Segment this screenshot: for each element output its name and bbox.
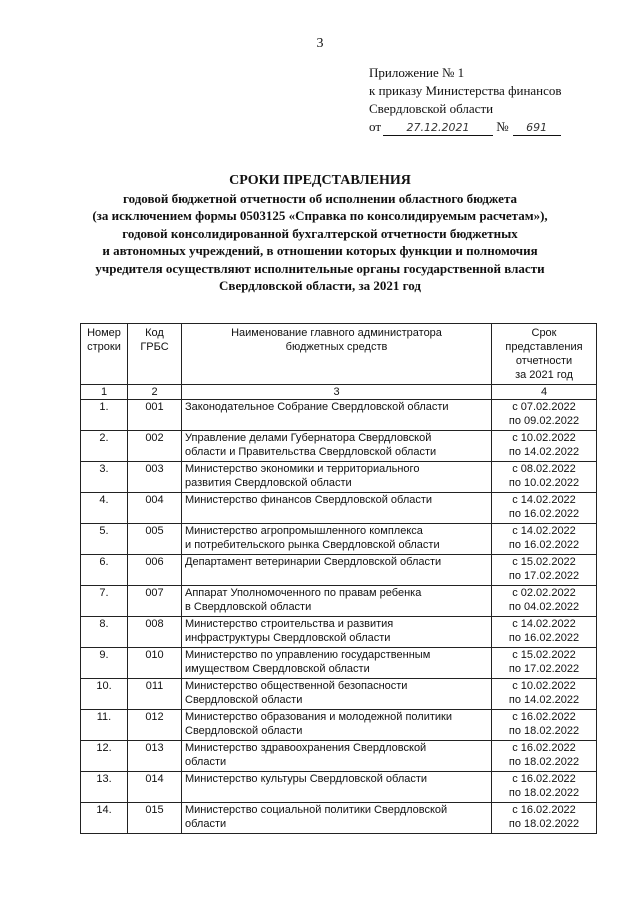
administrator-name-name2: в Свердловской области [185, 601, 312, 613]
grbs-code-code: 006 [145, 556, 164, 568]
submission-term [492, 400, 597, 431]
row-number [81, 741, 128, 772]
administrator-name [182, 586, 492, 617]
grbs-code [128, 400, 182, 431]
row-number [81, 462, 128, 493]
title-line-5: учредителя осуществляют исполнительные органы государственной власти [95, 260, 545, 276]
submission-term-to: по 09.02.2022 [508, 415, 580, 427]
administrator-name-name2: Свердловской области [185, 694, 303, 706]
table-row [81, 648, 597, 679]
header-code [128, 324, 182, 385]
submission-term [492, 741, 597, 772]
title-main: СРОКИ ПРЕДСТАВЛЕНИЯ [229, 173, 411, 188]
table-row [81, 772, 597, 803]
row-number-no: 11. [96, 711, 112, 723]
table-row [81, 803, 597, 834]
row-number-no: 10. [96, 680, 112, 692]
administrator-name-name1: Аппарат Уполномоченного по правам ребенка [185, 587, 422, 599]
row-number-no: 13. [96, 773, 112, 785]
header-row-number [81, 324, 128, 385]
administrator-name-name2: и потребительского рынка Свердловской области [185, 539, 440, 551]
submission-term-to: по 16.02.2022 [508, 539, 580, 551]
number-prefix: № [496, 119, 509, 134]
order-date: 27.12.2021 [383, 121, 493, 136]
grbs-code-code: 005 [145, 525, 164, 537]
row-number [81, 400, 128, 431]
appendix-block [369, 64, 562, 136]
row-number-no: 5. [99, 525, 109, 537]
submission-term-to: по 17.02.2022 [508, 663, 580, 675]
grbs-code [128, 803, 182, 834]
date-prefix: от [369, 119, 382, 134]
administrator-name [182, 710, 492, 741]
page-number: 3 [316, 36, 324, 51]
administrator-name [182, 400, 492, 431]
row-number-no: 3. [99, 463, 109, 475]
table-row [81, 710, 597, 741]
submission-term-to: по 16.02.2022 [508, 508, 580, 520]
submission-term [492, 493, 597, 524]
header-text: Срок [531, 327, 557, 339]
grbs-code-code: 003 [145, 463, 164, 475]
header-text: за 2021 год [515, 369, 573, 381]
grbs-code [128, 710, 182, 741]
submission-term-to: по 18.02.2022 [508, 787, 580, 799]
row-number-no: 4. [99, 494, 109, 506]
deadlines-table [80, 323, 597, 834]
submission-term-from: с 16.02.2022 [512, 773, 576, 785]
row-number [81, 679, 128, 710]
administrator-name-name1: Министерство общественной безопасности [185, 680, 408, 692]
administrator-name-name2: области и Правительства Свердловской области [185, 446, 437, 458]
administrator-name [182, 741, 492, 772]
column-number: 1 [81, 385, 128, 400]
title-line-1: годовой бюджетной отчетности об исполнении областного бюджета [122, 190, 517, 206]
row-number-no: 12. [96, 742, 112, 754]
submission-term [492, 710, 597, 741]
header-text: бюджетных средств [285, 341, 388, 353]
grbs-code-code: 010 [145, 649, 164, 661]
row-number-no: 1. [99, 401, 109, 413]
submission-term-to: по 04.02.2022 [508, 601, 580, 613]
submission-term-to: по 14.02.2022 [508, 446, 580, 458]
submission-term-from: с 16.02.2022 [512, 742, 576, 754]
submission-term [492, 648, 597, 679]
row-number [81, 772, 128, 803]
submission-term-to: по 18.02.2022 [508, 756, 580, 768]
row-number [81, 710, 128, 741]
submission-term [492, 555, 597, 586]
header-text: отчетности [515, 355, 573, 367]
grbs-code [128, 555, 182, 586]
grbs-code-code: 007 [145, 587, 164, 599]
administrator-name-name1: Министерство агропромышленного комплекса [185, 525, 423, 537]
grbs-code-code: 001 [145, 401, 164, 413]
table-row [81, 555, 597, 586]
administrator-name-name1: Министерство по управлению государственным [185, 649, 431, 661]
header-text: Номер [87, 327, 121, 339]
column-number: 4 [492, 385, 597, 400]
row-number-no: 7. [99, 587, 109, 599]
administrator-name-name1: Министерство культуры Свердловской области [185, 773, 428, 785]
row-number [81, 648, 128, 679]
header-text: ГРБС [140, 341, 169, 353]
submission-term [492, 524, 597, 555]
administrator-name [182, 772, 492, 803]
grbs-code-code: 011 [145, 680, 164, 692]
submission-term-from: с 10.02.2022 [512, 680, 576, 692]
grbs-code-code: 012 [145, 711, 164, 723]
table-header-row [81, 324, 597, 385]
grbs-code [128, 586, 182, 617]
row-number-no: 2. [99, 432, 109, 444]
grbs-code-code: 014 [145, 773, 164, 785]
table-row [81, 741, 597, 772]
submission-term-to: по 14.02.2022 [508, 694, 580, 706]
grbs-code-code: 013 [145, 742, 164, 754]
grbs-code-code: 008 [145, 618, 164, 630]
grbs-code-code: 004 [145, 494, 164, 506]
row-number-no: 6. [99, 556, 109, 568]
title-line-2: (за исключением формы 0503125 «Справка по консолидируемым расчетам»), [92, 208, 548, 223]
title-line-3: годовой консолидированной бухгалтерской отчетности бюджетных [122, 225, 518, 241]
administrator-name-name1: Министерство социальной политики Свердловской [185, 804, 448, 816]
appendix-line-2: к приказу Министерства финансов [369, 83, 562, 98]
row-number [81, 524, 128, 555]
administrator-name [182, 803, 492, 834]
table-row [81, 524, 597, 555]
submission-term-from: с 14.02.2022 [512, 525, 576, 537]
administrator-name [182, 431, 492, 462]
administrator-name-name1: Управление делами Губернатора Свердловской [185, 432, 432, 444]
appendix-line-3: Свердловской области [369, 101, 494, 116]
submission-term [492, 772, 597, 803]
grbs-code [128, 772, 182, 803]
row-number [81, 555, 128, 586]
row-number-no: 8. [99, 618, 109, 630]
administrator-name [182, 617, 492, 648]
column-number: 3 [182, 385, 492, 400]
row-number [81, 493, 128, 524]
submission-term [492, 586, 597, 617]
submission-term [492, 617, 597, 648]
submission-term-from: с 14.02.2022 [512, 494, 576, 506]
administrator-name-name1: Министерство здравоохранения Свердловской [185, 742, 427, 754]
administrator-name-name2: развития Свердловской области [185, 477, 352, 489]
order-number: 691 [513, 121, 561, 136]
table-row [81, 617, 597, 648]
header-text: строки [87, 341, 121, 353]
submission-term-from: с 16.02.2022 [512, 711, 576, 723]
administrator-name [182, 462, 492, 493]
order-date-number-row [369, 118, 562, 136]
grbs-code [128, 617, 182, 648]
header-text: представления [505, 341, 583, 353]
column-number-row [81, 385, 597, 400]
submission-term-to: по 17.02.2022 [508, 570, 580, 582]
table-row [81, 462, 597, 493]
administrator-name-name2: области [185, 756, 227, 768]
document-title [40, 172, 600, 295]
row-number [81, 431, 128, 462]
administrator-name-name2: области [185, 818, 227, 830]
table-row [81, 400, 597, 431]
administrator-name [182, 524, 492, 555]
submission-term-from: с 02.02.2022 [512, 587, 576, 599]
submission-term-to: по 18.02.2022 [508, 818, 580, 830]
header-text: Код [145, 327, 164, 339]
submission-term-from: с 08.02.2022 [512, 463, 576, 475]
administrator-name-name1: Министерство экономики и территориального [185, 463, 420, 475]
submission-term-from: с 15.02.2022 [512, 556, 576, 568]
grbs-code [128, 524, 182, 555]
row-number [81, 617, 128, 648]
row-number [81, 803, 128, 834]
column-number: 2 [128, 385, 182, 400]
submission-term-from: с 07.02.2022 [512, 401, 576, 413]
grbs-code [128, 462, 182, 493]
submission-term [492, 803, 597, 834]
table-row [81, 679, 597, 710]
administrator-name [182, 679, 492, 710]
submission-term-from: с 14.02.2022 [512, 618, 576, 630]
submission-term [492, 431, 597, 462]
table-row [81, 431, 597, 462]
header-text: Наименование главного администратора [231, 327, 442, 339]
grbs-code [128, 679, 182, 710]
row-number-no: 14. [96, 804, 112, 816]
title-line-4: и автономных учреждений, в отношении которых функции и полномочия [102, 243, 538, 258]
grbs-code [128, 493, 182, 524]
administrator-name [182, 555, 492, 586]
grbs-code-code: 002 [145, 432, 164, 444]
table-row [81, 493, 597, 524]
submission-term [492, 462, 597, 493]
grbs-code-code: 015 [145, 804, 164, 816]
administrator-name-name1: Законодательное Собрание Свердловской области [185, 401, 449, 413]
title-line-6: Свердловской области, за 2021 год [219, 278, 421, 293]
administrator-name [182, 648, 492, 679]
grbs-code [128, 648, 182, 679]
submission-term [492, 679, 597, 710]
administrator-name-name2: Свердловской области [185, 725, 303, 737]
submission-term-to: по 10.02.2022 [508, 477, 580, 489]
header-name [182, 324, 492, 385]
administrator-name-name1: Департамент ветеринарии Свердловской области [185, 556, 442, 568]
administrator-name-name2: инфраструктуры Свердловской области [185, 632, 391, 644]
table-row [81, 586, 597, 617]
grbs-code [128, 431, 182, 462]
row-number [81, 586, 128, 617]
administrator-name-name1: Министерство строительства и развития [185, 618, 394, 630]
administrator-name-name2: имуществом Свердловской области [185, 663, 370, 675]
appendix-line-1: Приложение № 1 [369, 65, 465, 80]
submission-term-from: с 16.02.2022 [512, 804, 576, 816]
row-number-no: 9. [99, 649, 109, 661]
administrator-name [182, 493, 492, 524]
grbs-code [128, 741, 182, 772]
submission-term-from: с 15.02.2022 [512, 649, 576, 661]
administrator-name-name1: Министерство финансов Свердловской области [185, 494, 433, 506]
administrator-name-name1: Министерство образования и молодежной политики [185, 711, 453, 723]
submission-term-to: по 16.02.2022 [508, 632, 580, 644]
submission-term-to: по 18.02.2022 [508, 725, 580, 737]
header-term [492, 324, 597, 385]
submission-term-from: с 10.02.2022 [512, 432, 576, 444]
